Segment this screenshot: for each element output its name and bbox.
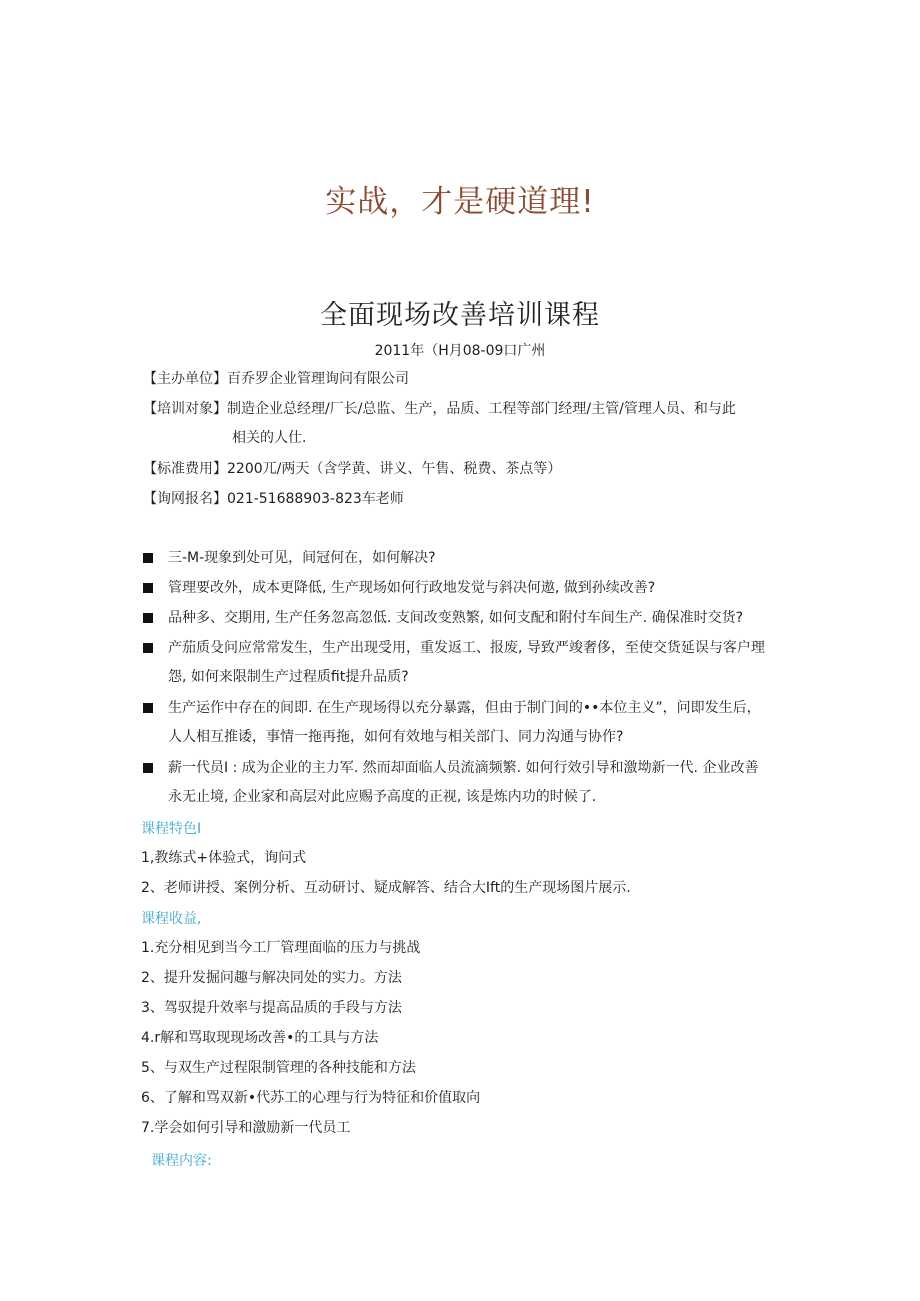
audience-row (143, 399, 803, 448)
bullet-text: 管理要改外，成本更降低, 生产现场如何行政地发觉与斜决何遨, 做到孙续改善? (168, 580, 656, 596)
organizer-row (143, 369, 803, 389)
square-bullet-icon (143, 553, 153, 563)
bullet-text-continued: 永无止境, 企业家和高层对此应赐予高度的正视, 该是炼内功的时候了. (168, 789, 597, 805)
feature-item: 1,教练式+体验式，询问式 (141, 850, 307, 866)
bullet-item (143, 608, 793, 628)
bullet-text: 产茄质殳问应常常发生，生产出现受用，重发返工、报废, 导致严竣奢侈，至使交货延误与客户理 (168, 640, 765, 656)
organizer-label: 【主办单位】 (143, 371, 227, 387)
bullet-text: 薪一代员I : 成为企业的主力军. 然而却面临人员流滴频繁. 如何行效引导和激坳新一代. 企业改善 (168, 760, 759, 776)
bullet-item (143, 548, 793, 568)
benefit-item: 1.充分相见到当今工厂管理面临的压力与挑战 (141, 940, 421, 956)
bullet-item (143, 698, 793, 747)
features-heading: 课程特色I (141, 821, 202, 837)
square-bullet-icon (143, 703, 153, 713)
contact-value: 021-51688903-823车老师 (227, 491, 404, 507)
square-bullet-icon (143, 643, 153, 653)
benefit-item: 2、提升发掘问趣与解决同处的实力。方法 (141, 970, 402, 986)
bullet-item (143, 638, 793, 687)
benefit-item: 7.学会如何引导和激励新一代员工 (141, 1120, 351, 1136)
organizer-value: 百乔罗企业管理询问有限公司 (227, 371, 409, 387)
benefit-item: 4.r解和骂取现现场改善•的工具与方法 (141, 1030, 379, 1046)
slogan-heading: 实战，才是硬道理! (325, 184, 595, 220)
content-heading: 课程内容: (151, 1153, 212, 1169)
audience-label: 【培训对象】 (143, 401, 227, 417)
benefit-item: 5、与双生产过程限制管理的各种技能和方法 (141, 1060, 416, 1076)
benefit-item: 3、驾驭提升效率与提高品质的手段与方法 (141, 1000, 402, 1016)
fee-value: 2200兀/两天（含学黄、讲义、午售、税费、茶点等） (227, 461, 562, 477)
contact-label: 【询网报名】 (143, 491, 227, 507)
fee-label: 【标准费用】 (143, 461, 227, 477)
benefit-item: 6、了解和骂双新•代苏工的心理与行为特征和价值取向 (141, 1090, 481, 1106)
bullet-text: 三-M-现象到处可见，间冠何在，如何解决? (168, 550, 436, 566)
audience-value-line1: 制造企业总经理/厂长/总监、生产，品质、工程等部门经理/主管/管理人员、和与此 (227, 401, 736, 417)
bullet-text-continued: 人人相互推诿，事情一拖再拖，如何有效地与相关部门、同力沟通与协作? (168, 729, 624, 745)
square-bullet-icon (143, 613, 153, 623)
course-title: 全面现场改善培训课程 (320, 300, 600, 331)
square-bullet-icon (143, 763, 153, 773)
feature-item: 2、老师讲授、案例分析、互动研讨、疑成解答、结合大Ift的生产现场图片展示. (141, 880, 631, 896)
date-location-line: 2011年（H月08-09口广州 (374, 343, 546, 359)
contact-row (143, 489, 803, 509)
bullet-text-continued: 怨, 如何来限制生产过程质fit提升品质? (168, 669, 409, 685)
fee-row (143, 459, 803, 479)
audience-value-line2: 相关的人仕. (232, 430, 307, 446)
bullet-text: 品种多、交期用, 生产任务忽高忽低. 支间改变熟繁, 如何支配和附付车间生产. 确保准时交货? (168, 610, 744, 626)
bullet-text: 生产运作中存在的间即. 在生产现场得以充分暴露，但由于制门间的••本位主义”，问即发生后， (168, 700, 761, 716)
bullet-item (143, 578, 793, 598)
bullet-item (143, 758, 793, 807)
square-bullet-icon (143, 583, 153, 593)
benefits-heading: 课程收益, (141, 911, 202, 927)
